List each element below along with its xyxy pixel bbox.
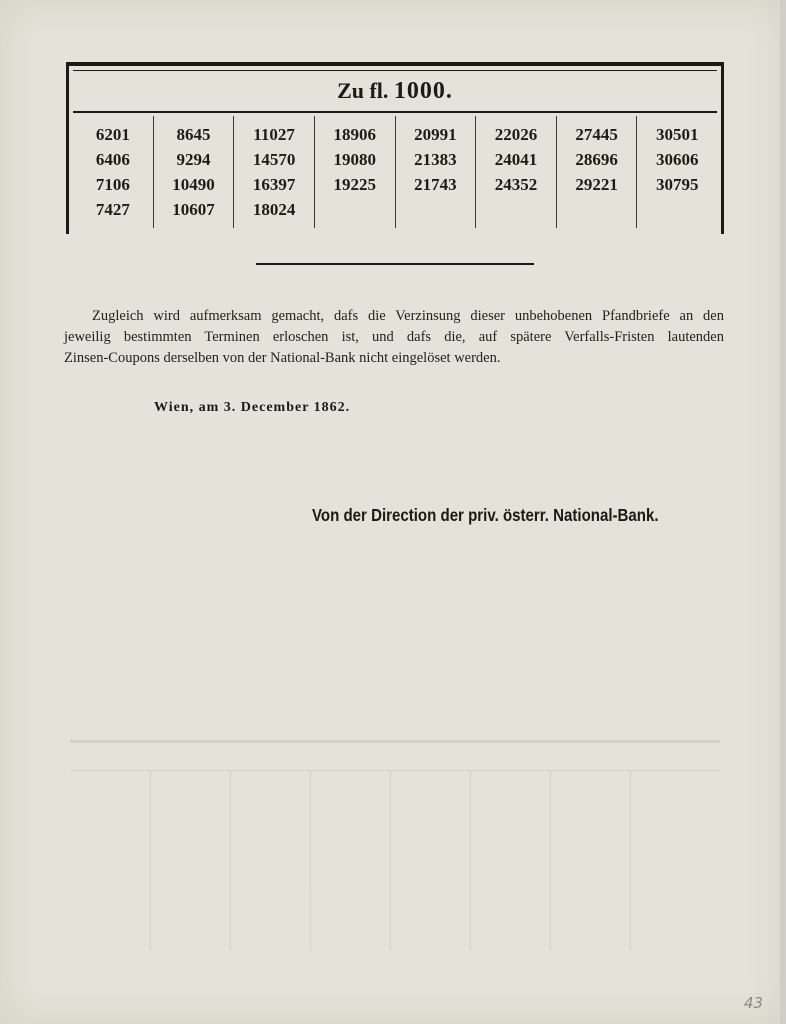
table-column [153, 116, 234, 228]
table-cell: 6201 [95, 125, 130, 144]
table-column [73, 116, 153, 228]
bleed-through-shadow [70, 740, 720, 950]
table-cell: 9294 [176, 150, 211, 169]
table-cell: 30501 [655, 125, 699, 144]
table-cell: 24041 [494, 150, 538, 169]
table-cell: 28696 [575, 150, 618, 169]
table-column [475, 116, 556, 228]
table-cell: 29221 [575, 175, 618, 194]
table-column [233, 116, 314, 228]
page-edge [780, 0, 786, 1024]
table-cell: 24352 [494, 175, 538, 194]
table-cell: 14570 [252, 150, 296, 169]
table-column [395, 116, 476, 228]
table-cell: 19080 [333, 150, 376, 169]
table-cell: 21743 [414, 175, 457, 194]
table-columns [73, 116, 717, 228]
table-column [314, 116, 395, 228]
table-column [636, 116, 717, 228]
table-column [556, 116, 637, 228]
table-cell: 30795 [655, 175, 699, 194]
table-cell: 7427 [95, 200, 130, 219]
notice-line: Zugleich wird aufmerksam gemacht, dafs die Verzinsung dieser unbehobenen Pfandbriefe an den [92, 308, 724, 324]
table-cell: 21383 [414, 150, 457, 169]
table-cell: 19225 [333, 175, 376, 194]
date-line: Wien, am 3. December 1862. [154, 400, 351, 415]
table-title-amount: 1000. [393, 78, 453, 104]
table-cell: 10607 [172, 200, 215, 219]
table-cell: 18024 [252, 200, 296, 219]
table-cell: 20991 [414, 125, 457, 144]
notice-line: Zinsen-Coupons derselben von der National-Bank nicht eingelöset werden. [64, 350, 501, 366]
separator-rule [256, 263, 534, 265]
table-cell: 10490 [172, 175, 215, 194]
table-cell: 18906 [333, 125, 376, 144]
table-cell: 11027 [253, 125, 295, 144]
table-cell: 8645 [176, 125, 211, 144]
table-cell: 7106 [95, 175, 130, 194]
page-number-pencil: 43 [744, 994, 764, 1012]
number-table [66, 62, 724, 234]
notice-paragraph [64, 306, 724, 369]
signature-line: Von der Direction der priv. österr. National-Bank. [312, 505, 659, 525]
table-title-prefix: Zu fl. [337, 78, 389, 103]
table-cell: 6406 [95, 150, 130, 169]
table-cell: 30606 [655, 150, 699, 169]
table-cell: 16397 [252, 175, 296, 194]
table-cell: 22026 [494, 125, 538, 144]
table-title [73, 70, 717, 113]
table-cell: 27445 [575, 125, 618, 144]
notice-line: jeweilig bestimmten Terminen erloschen ist, und dafs die, auf spätere Verfalls-Fristen lautenden [64, 329, 724, 345]
